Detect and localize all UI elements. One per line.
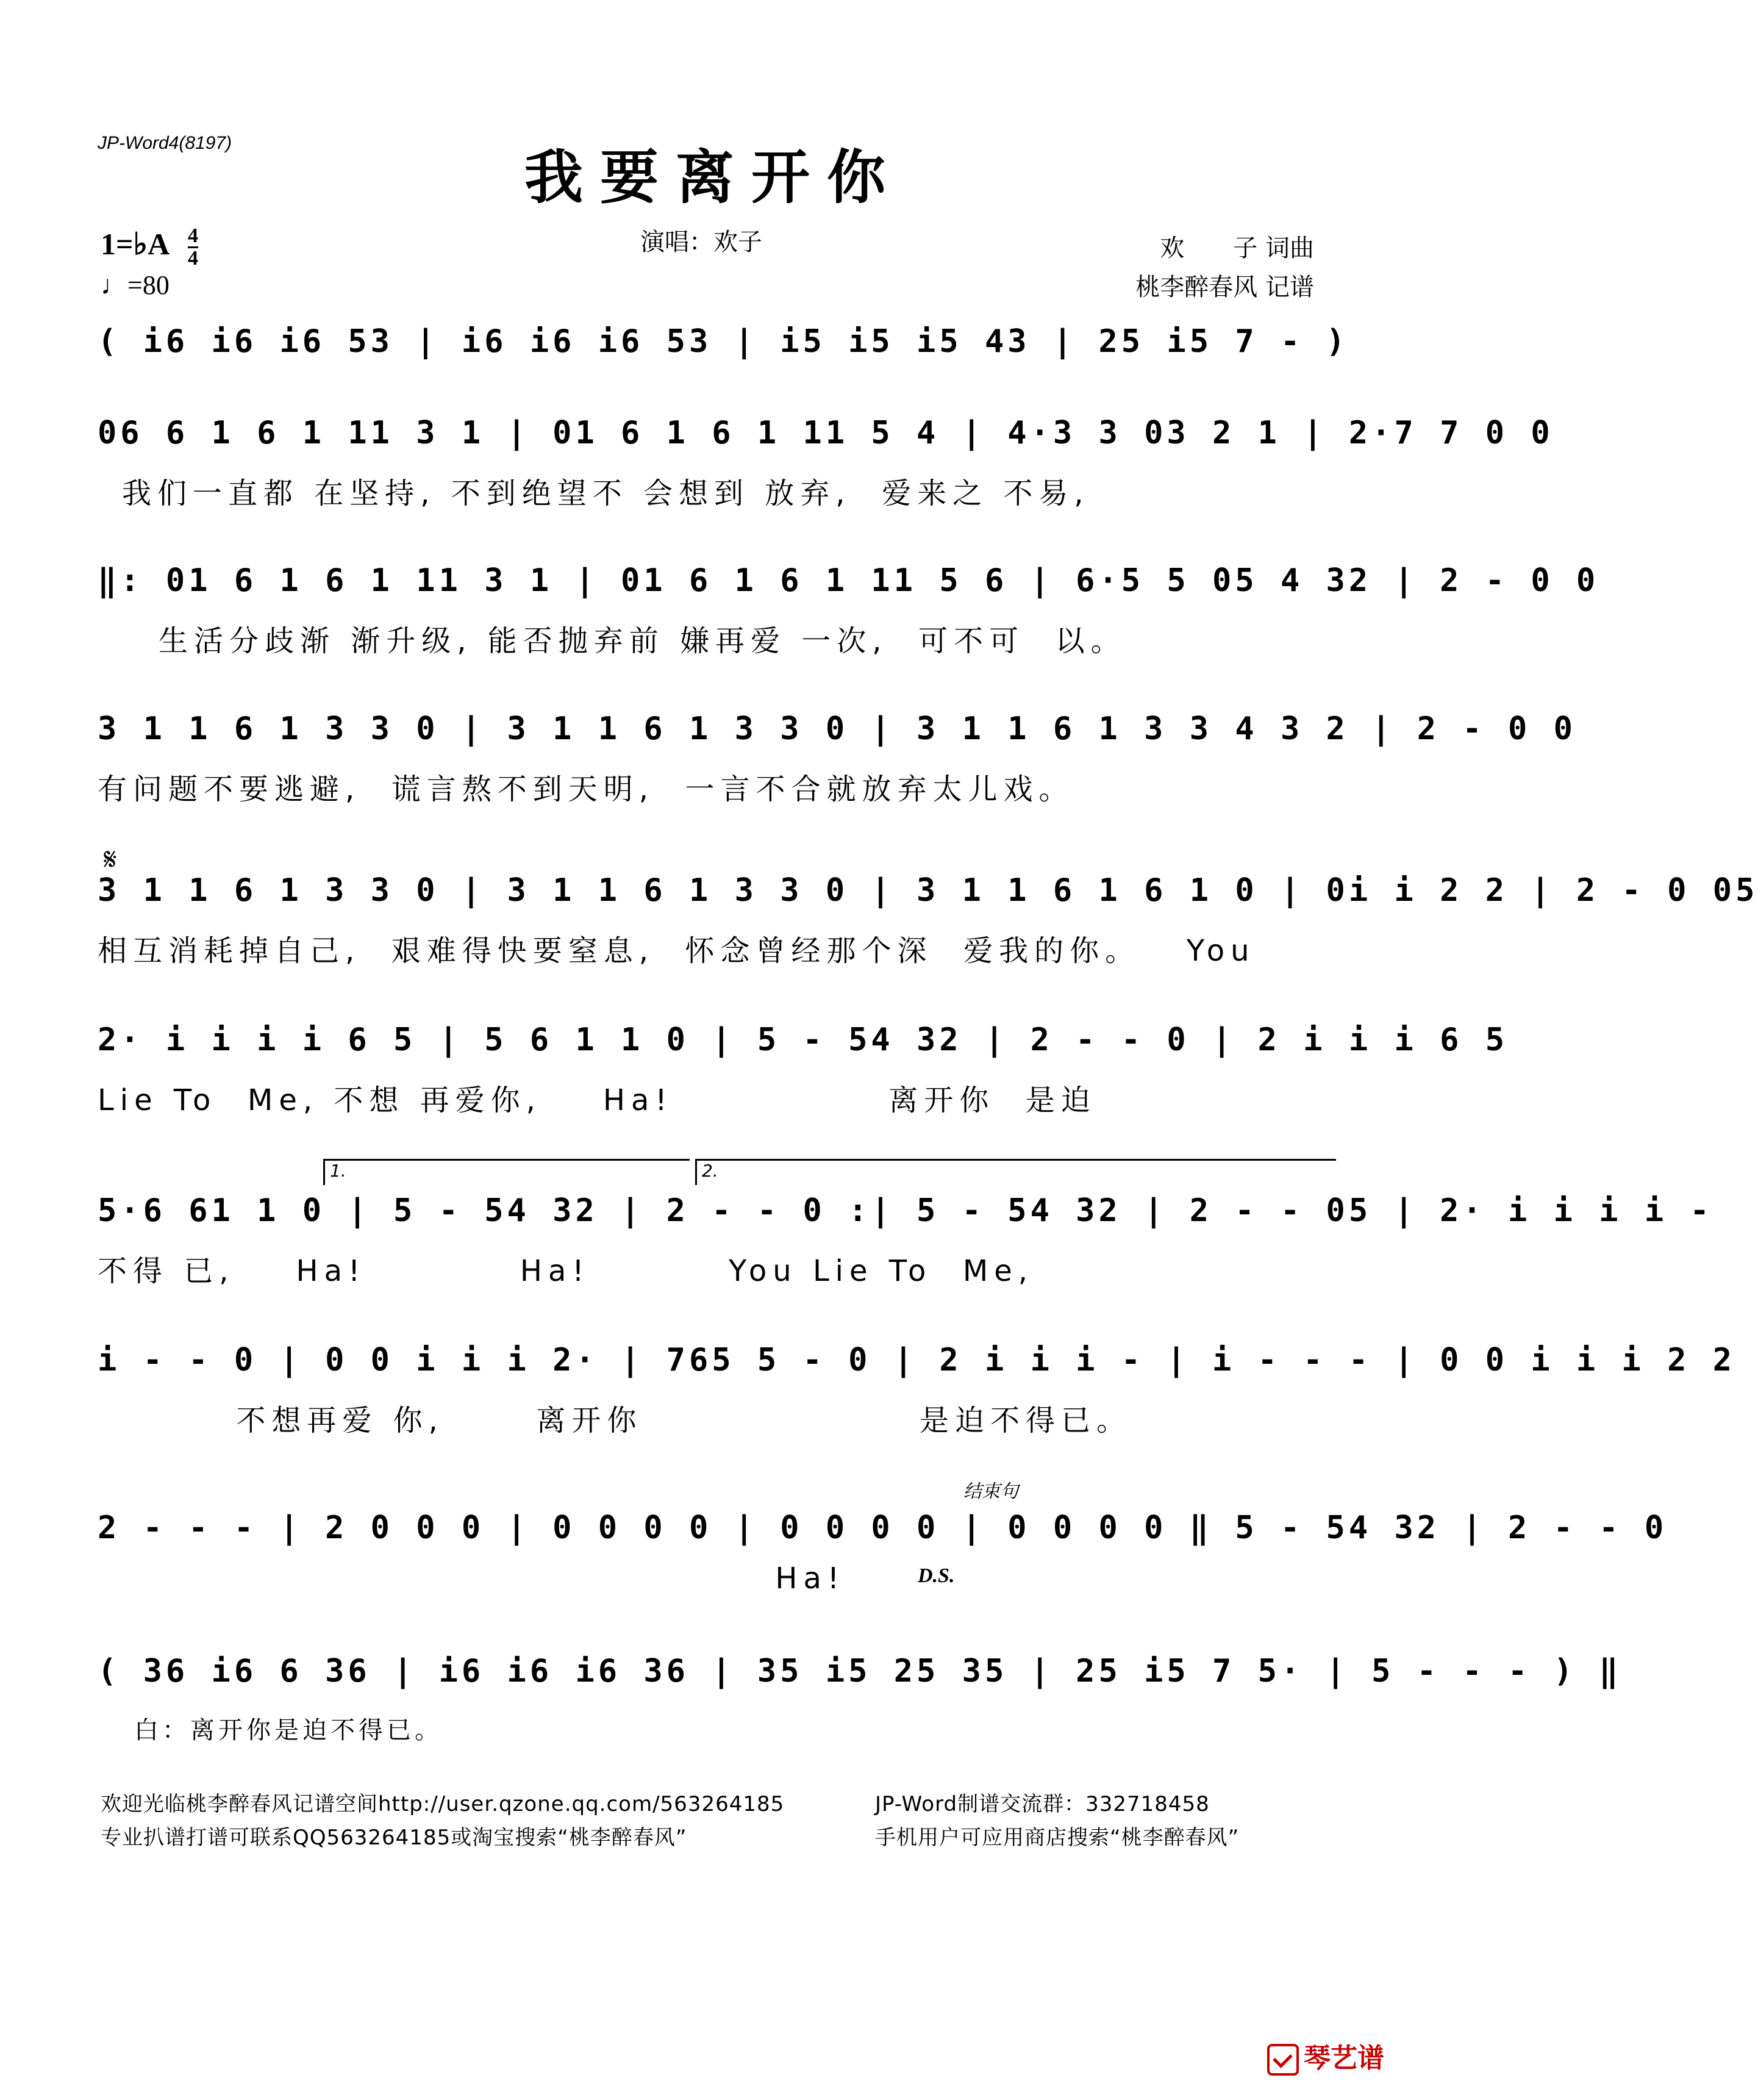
footer-line-1-left: 欢迎光临桃李醉春风记谱空间http://user.qzone.qq.com/563264185 — [101, 1792, 785, 1816]
volta-2: 2. — [695, 1159, 1336, 1185]
lyrics-line: 我们一直都 在坚持, 不到绝望不 会想到 放弃, 爱来之 不易, — [122, 476, 1090, 511]
lyrics-line: 有问题不要逃避, 谎言熬不到天明, 一言不合就放弃太儿戏。 — [98, 772, 1074, 806]
segno-mark: 𝄋 — [104, 842, 117, 877]
logo-text: 琴艺谱 — [1304, 2043, 1384, 2074]
song-title: 我要离开你 — [524, 143, 902, 212]
tempo-mark: ♩=80 — [101, 270, 170, 300]
lyrics-line: 相互消耗掉自己, 艰难得快要窒息, 怀念曾经那个深 爱我的你。 You — [98, 934, 1256, 968]
notes-line: 3 1 1 6 1 3 3 0 | 3 1 1 6 1 3 3 0 | 3 1 1 6 1 6 1 0 | 0i i 2 2 | 2 - 0 05 — [98, 872, 1758, 909]
footer-line-1-right: JP-Word制谱交流群：332718458 — [875, 1792, 1210, 1816]
lyrics-line: 不得 已, Ha! Ha! You Lie To Me, — [98, 1254, 1034, 1288]
composer-credit: 欢 子 词曲 — [1160, 234, 1314, 262]
music-system-5 — [98, 842, 1758, 968]
music-system-3 — [98, 556, 1599, 658]
notes-line: 2· i i i i 6 5 | 5 6 1 1 0 | 5 - 54 32 | 2 - - 0 | 2 i i i 6 5 — [98, 1022, 1509, 1058]
spoken-line: 白：离开你是迫不得已。 — [134, 1716, 443, 1744]
notes-line: 3 1 1 6 1 3 3 0 | 3 1 1 6 1 3 3 0 | 3 1 1 6 1 3 3 4 3 2 | 2 - 0 0 — [98, 711, 1576, 747]
music-system-8 — [98, 1336, 1736, 1438]
time-signature — [188, 226, 198, 269]
key-label: 1=♭A — [101, 226, 168, 261]
lyrics-line: 不想再爱 你, 离开你 是迫不得已。 — [98, 1403, 1132, 1438]
notes-line: ‖: 01 6 1 6 1 11 3 1 | 01 6 1 6 1 11 5 6 | 6·5 5 05 4 32 | 2 - 0 0 — [98, 562, 1599, 599]
ending-label: 结束句 — [963, 1481, 1018, 1502]
key-signature — [101, 226, 198, 269]
site-logo — [1267, 2036, 1384, 2076]
time-top: 4 — [187, 224, 198, 247]
transcriber-credit: 桃李醉春风 记谱 — [1135, 273, 1314, 301]
lyrics-line: Ha! — [98, 1561, 846, 1596]
music-system-6 — [98, 1016, 1509, 1117]
notes-line: i - - 0 | 0 0 i i i 2· | 765 5 - 0 | 2 i i i - | i - - - | 0 0 i i i 2 2 — [98, 1342, 1736, 1378]
notes-line: ( i6 i6 i6 53 | i6 i6 i6 53 | i5 i5 i5 43 | 25 i5 7 - ) — [98, 323, 1349, 360]
lyrics-line: 生活分歧渐 渐升级, 能否抛弃前 嫌再爱 一次, 可不可 以。 — [159, 624, 1126, 658]
music-system-10 — [98, 1647, 1622, 1757]
volta-1: 1. — [323, 1159, 690, 1185]
software-label: JP-Word4(8197) — [98, 133, 232, 153]
notes-line: 06 6 1 6 1 11 3 1 | 01 6 1 6 1 11 5 4 | 4·3 3 03 2 1 | 2·7 7 0 0 — [98, 415, 1554, 451]
music-system-2 — [98, 409, 1554, 511]
music-system-1 — [98, 317, 1349, 372]
credits — [1135, 229, 1314, 307]
notes-line: 5·6 61 1 0 | 5 - 54 32 | 2 - - 0 :| 5 - 54 32 | 2 - - 05 | 2· i i i i - — [98, 1192, 1713, 1229]
footer-line-2-left: 专业扒谱打谱可联系QQ563264185或淘宝搜索“桃李醉春风” — [101, 1826, 687, 1850]
lyrics-line: Lie To Me, 不想 再爱你, Ha! 离开你 是迫 — [98, 1083, 1096, 1117]
logo-mark-icon — [1267, 2044, 1299, 2076]
music-system-9 — [98, 1476, 1668, 1598]
music-system-4 — [98, 704, 1576, 806]
notes-line: ( 36 i6 6 36 | i6 i6 i6 36 | 35 i5 25 35 | 25 i5 7 5· | 5 - - - ) ‖ — [98, 1653, 1622, 1690]
notes-line: 2 - - - | 2 0 0 0 | 0 0 0 0 | 0 0 0 0 | 0 0 0 0 ‖ 5 - 54 32 | 2 - - 0 — [98, 1510, 1668, 1546]
ds-mark: D.S. — [918, 1564, 955, 1587]
time-bottom: 4 — [187, 247, 198, 270]
footer-line-2-right: 手机用户可应用商店搜索“桃李醉春风” — [875, 1826, 1240, 1850]
singer-credit: 演唱：欢子 — [640, 228, 762, 256]
music-system-7 — [98, 1159, 1713, 1288]
